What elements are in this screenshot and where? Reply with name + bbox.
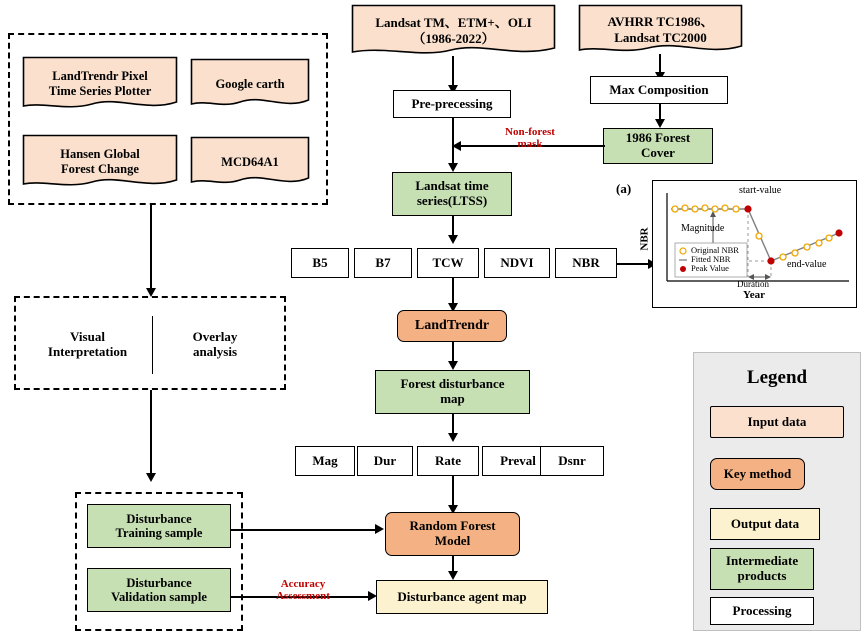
visual-interpretation-line2: Interpretation [47, 344, 128, 359]
overlay-analysis-line2: analysis [192, 344, 238, 359]
connector-preprocessing-to-ltss [452, 118, 454, 166]
disturbance-training-sample-node [87, 504, 231, 548]
legend-title: Legend [746, 367, 808, 388]
training-sample-line2: Training sample [115, 526, 203, 540]
chart-ylabel: NBR [638, 227, 651, 251]
tool-0-line2: Time Series Plotter [48, 84, 152, 98]
avhrr-source-node [578, 4, 743, 56]
max-composition-node: Max Composition [590, 76, 728, 104]
chart-annotation-start-value: start-value [739, 185, 782, 196]
connector-tools-to-validation [150, 205, 152, 293]
validation-sample-line2: Validation sample [111, 590, 207, 604]
ltss-line2: series(LTSS) [416, 193, 488, 208]
band-b7: B7 [354, 248, 412, 278]
forest-cover-line2: Cover [641, 145, 675, 160]
non-forest-mask-line2: mask [517, 138, 543, 151]
overlay-analysis-label [160, 322, 270, 368]
random-forest-model-node [385, 512, 520, 556]
chart-legend-label-original-nbr: Original NBR [691, 245, 739, 255]
ltss-line1: Landsat time [415, 178, 489, 194]
connector-training-to-rf [231, 529, 379, 531]
metric-mag: Mag [295, 446, 355, 476]
legend-intermediate-line2: products [737, 568, 787, 583]
forest-cover-1986-node [603, 128, 713, 164]
accuracy-line1: Accuracy [280, 578, 326, 590]
arrow-training-to-rf [375, 524, 384, 534]
arrow-distmap-to-metrics [448, 433, 458, 442]
metric-rate: Rate [417, 446, 479, 476]
chart-panel-label: (a) [616, 181, 632, 196]
metric-dur: Dur [357, 446, 413, 476]
band-ndvi: NDVI [484, 248, 550, 278]
arrow-validation-to-samples [146, 473, 156, 482]
avhrr-source-line2: Landsat TC2000 [614, 30, 707, 45]
tool-3-line1: MCD64A1 [221, 154, 279, 169]
connector-nbr-to-chart [617, 263, 652, 265]
accuracy-line2: Assessment [276, 590, 330, 603]
band-tcw: TCW [417, 248, 479, 278]
landsat-source-line2: （1986-2022） [412, 31, 495, 46]
random-forest-line1: Random Forest [409, 518, 496, 534]
accuracy-assessment-label [262, 578, 344, 602]
legend-item-key-method: Key method [710, 458, 805, 490]
landtrendr-node: LandTrendr [397, 310, 507, 342]
disturbance-agent-map-node: Disturbance agent map [376, 580, 548, 614]
divider-validation-box [152, 316, 153, 374]
band-nbr: NBR [555, 248, 617, 278]
non-forest-mask-line1: Non-forest [505, 126, 555, 138]
arrow-preprocessing-to-ltss [448, 163, 458, 172]
training-sample-line1: Disturbance [126, 511, 192, 526]
legend-item-intermediate-products [710, 548, 814, 590]
random-forest-line2: Model [434, 533, 471, 548]
band-b5: B5 [291, 248, 349, 278]
arrow-maxcomp-to-forestcover [655, 119, 665, 128]
forest-disturbance-map-line2: map [440, 391, 465, 406]
chart-legend-label-peak-value: Peak Value [691, 263, 729, 273]
legend-intermediate-line1: Intermediate [725, 553, 799, 569]
legend-item-processing: Processing [710, 597, 814, 625]
arrow-tools-to-validation [146, 288, 156, 297]
avhrr-source-line1: AVHRR TC1986、 [607, 14, 714, 30]
preprocessing-node: Pre-precessing [393, 90, 511, 118]
tool-1-line1: Google carth [215, 76, 285, 91]
legend-item-input-data: Input data [710, 406, 844, 438]
chart-xlabel: Year [743, 289, 765, 301]
arrow-rf-to-agentmap [448, 571, 458, 580]
tool-0-line1: LandTrendr Pixel [52, 69, 148, 83]
landsat-source-node [351, 4, 556, 58]
tool-google-earth [190, 58, 310, 110]
forest-disturbance-map-node [375, 370, 530, 414]
landsat-source-line1: Landsat TM、ETM+、OLI [375, 15, 532, 31]
connector-validation-to-samples [150, 390, 152, 478]
non-forest-mask-label [490, 126, 570, 150]
nbr-trajectory-chart [638, 180, 857, 308]
overlay-analysis-line1: Overlay [192, 329, 238, 345]
tool-2-line2: Forest Change [61, 162, 139, 176]
metric-dsnr: Dsnr [540, 446, 604, 476]
connector-landsat-to-preprocessing [452, 56, 454, 88]
chart-legend-label-fitted-nbr: Fitted NBR [691, 254, 731, 264]
chart-annotation-magnitude: Magnitude [681, 223, 725, 234]
arrow-validation-to-agentmap [368, 591, 377, 601]
forest-cover-line1: 1986 Forest [625, 130, 691, 146]
visual-interpretation-line1: Visual [70, 329, 105, 345]
visual-interpretation-label [30, 322, 145, 368]
connector-bands-to-landtrendr [452, 278, 454, 306]
metric-preval: Preval [482, 446, 554, 476]
tool-hansen-global-forest-change [22, 134, 178, 190]
tool-mcd64a1 [190, 136, 310, 188]
disturbance-validation-sample-node [87, 568, 231, 612]
arrow-landtrendr-to-distmap [448, 361, 458, 370]
ltss-node [392, 172, 512, 216]
tool-2-line1: Hansen Global [60, 147, 140, 161]
validation-sample-line1: Disturbance [126, 575, 192, 590]
connector-metrics-to-rf [452, 476, 454, 508]
arrow-ltss-to-bands [448, 235, 458, 244]
chart-annotation-duration: Duration [737, 279, 769, 289]
legend-item-output-data: Output data [710, 508, 820, 540]
chart-annotation-end-value: end-value [787, 259, 827, 270]
tool-landtrendr-plotter [22, 56, 178, 112]
forest-disturbance-map-line1: Forest disturbance [400, 376, 505, 392]
